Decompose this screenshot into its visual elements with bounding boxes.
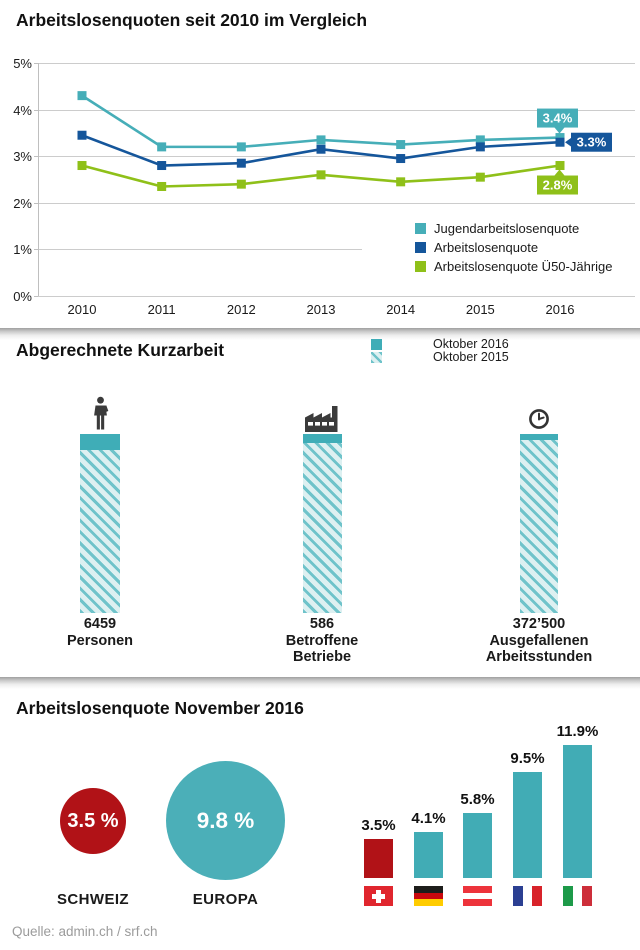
value-callout (537, 109, 578, 134)
data-point (78, 91, 87, 100)
data-point (396, 177, 405, 186)
kurzarbeit-value: 586 (309, 616, 335, 632)
data-point (78, 131, 87, 140)
country-bar-value: 11.9% (556, 723, 599, 740)
flag-stripe (513, 886, 523, 906)
kurzarbeit-label (232, 616, 412, 666)
trend-chart-title: Arbeitslosenquoten seit 2010 im Vergleich (16, 10, 368, 30)
data-point (556, 138, 565, 147)
bar-segment-2015 (520, 440, 558, 613)
legend-item-label: Oktober 2016 (433, 337, 509, 351)
legend-swatch (415, 242, 426, 253)
country-bar (414, 832, 443, 878)
data-point (396, 154, 405, 163)
callout-pointer (565, 137, 572, 147)
kurzarbeit-label-line: Ausgefallenen (489, 632, 589, 649)
bar-segment-2016 (303, 434, 342, 443)
data-point (157, 161, 166, 170)
november-chart-title: Arbeitslosenquote November 2016 (16, 698, 304, 718)
kurzarbeit-label-line: Personen (66, 632, 134, 649)
flag-stripe (532, 886, 542, 906)
flag-stripe (463, 893, 492, 900)
legend-item (415, 222, 579, 235)
callout-pointer (555, 170, 565, 176)
rate-circle-caption: SCHWEIZ (57, 891, 129, 908)
italy-flag (563, 886, 592, 906)
flag-stripe (414, 893, 443, 900)
kurzarbeit-label-line: Betriebe (292, 649, 352, 665)
flag-stripe (523, 886, 533, 906)
rate-circle-schweiz: 3.5 % (60, 788, 126, 854)
kurzarbeit-bar (303, 434, 342, 613)
data-point (237, 159, 246, 168)
rate-circle-caption: EUROPA (192, 891, 259, 908)
legend-item-label: Arbeitslosenquote (434, 240, 539, 255)
value-callout (537, 170, 578, 195)
y-axis-label: 0% (13, 289, 32, 304)
legend-item-label: Oktober 2015 (433, 349, 509, 364)
bar-segment-2015 (303, 443, 342, 613)
x-axis-label: 2013 (306, 302, 336, 317)
legend-item-label: Arbeitslosenquote Ü50-Jährige (434, 259, 613, 274)
y-axis-label: 2% (13, 196, 32, 211)
france-flag (513, 886, 542, 906)
flag-stripe (463, 886, 492, 893)
x-axis-label: 2014 (386, 302, 416, 317)
data-point (317, 135, 326, 144)
kurzarbeit-label-line: Arbeitsstunden (485, 649, 593, 665)
kurzarbeit-value: 6459 (83, 616, 117, 632)
bar-segment-2015 (80, 450, 120, 613)
country-bar (563, 745, 592, 878)
value-callout (565, 133, 612, 152)
kurzarbeit-bar (520, 434, 558, 613)
flag-stripe (582, 886, 592, 906)
flag-stripe (414, 886, 443, 893)
germany-flag (414, 886, 443, 906)
data-point (237, 142, 246, 151)
x-axis-label: 2016 (545, 302, 575, 317)
kurzarbeit-label-line: Betroffene (285, 632, 359, 649)
data-point (317, 170, 326, 179)
y-axis-label: 4% (13, 103, 32, 118)
callout-value: 3.4% (542, 110, 573, 126)
data-point (78, 161, 87, 170)
kurzarbeit-value: 372’500 (512, 616, 566, 632)
country-bar (364, 839, 393, 878)
y-axis-label: 1% (13, 242, 32, 257)
country-bar (463, 813, 492, 878)
kurzarbeit-title: Abgerechnete Kurzarbeit (16, 340, 225, 360)
section-divider (0, 328, 640, 340)
callout-pointer (555, 128, 565, 134)
data-point (556, 161, 565, 170)
flag-stripe (563, 886, 573, 906)
legend-swatch (371, 352, 382, 363)
country-bar-value: 5.8% (460, 791, 495, 808)
source-line: Quelle: admin.ch / srf.ch (12, 924, 158, 939)
y-axis-label: 5% (13, 56, 32, 71)
legend-swatch (415, 261, 426, 272)
x-axis-label: 2015 (465, 302, 495, 317)
kurzarbeit-bar (80, 434, 120, 613)
callout-value: 3.3% (576, 134, 607, 150)
x-axis-label: 2011 (147, 302, 176, 317)
switzerland-flag (364, 886, 393, 906)
bar-segment-2016 (80, 434, 120, 450)
y-axis-label: 3% (13, 149, 32, 164)
austria-flag (463, 886, 492, 906)
data-point (476, 173, 485, 182)
country-bar-value: 9.5% (510, 750, 545, 767)
legend-item-label: Jugendarbeitslosenquote (434, 221, 580, 236)
data-point (317, 145, 326, 154)
legend-swatch (415, 223, 426, 234)
legend-item (371, 351, 509, 364)
flag-stripe (463, 899, 492, 906)
country-bar (513, 772, 542, 878)
legend-item (415, 260, 613, 273)
data-point (396, 140, 405, 149)
flag-cross-horizontal (372, 894, 385, 899)
section-divider (0, 677, 640, 689)
legend-swatch (371, 339, 382, 350)
country-bar-value: 4.1% (411, 810, 446, 827)
flag-stripe (573, 886, 583, 906)
country-bar-value: 3.5% (361, 817, 396, 834)
callout-value: 2.8% (542, 177, 573, 193)
data-point (476, 142, 485, 151)
data-point (237, 180, 246, 189)
kurzarbeit-label (10, 616, 190, 649)
data-point (157, 142, 166, 151)
kurzarbeit-label (449, 616, 629, 666)
x-axis-label: 2010 (67, 302, 97, 317)
rate-circle-europa: 9.8 % (166, 761, 285, 880)
x-axis-label: 2012 (226, 302, 256, 317)
legend-item (415, 241, 538, 254)
data-point (157, 182, 166, 191)
flag-stripe (414, 899, 443, 906)
